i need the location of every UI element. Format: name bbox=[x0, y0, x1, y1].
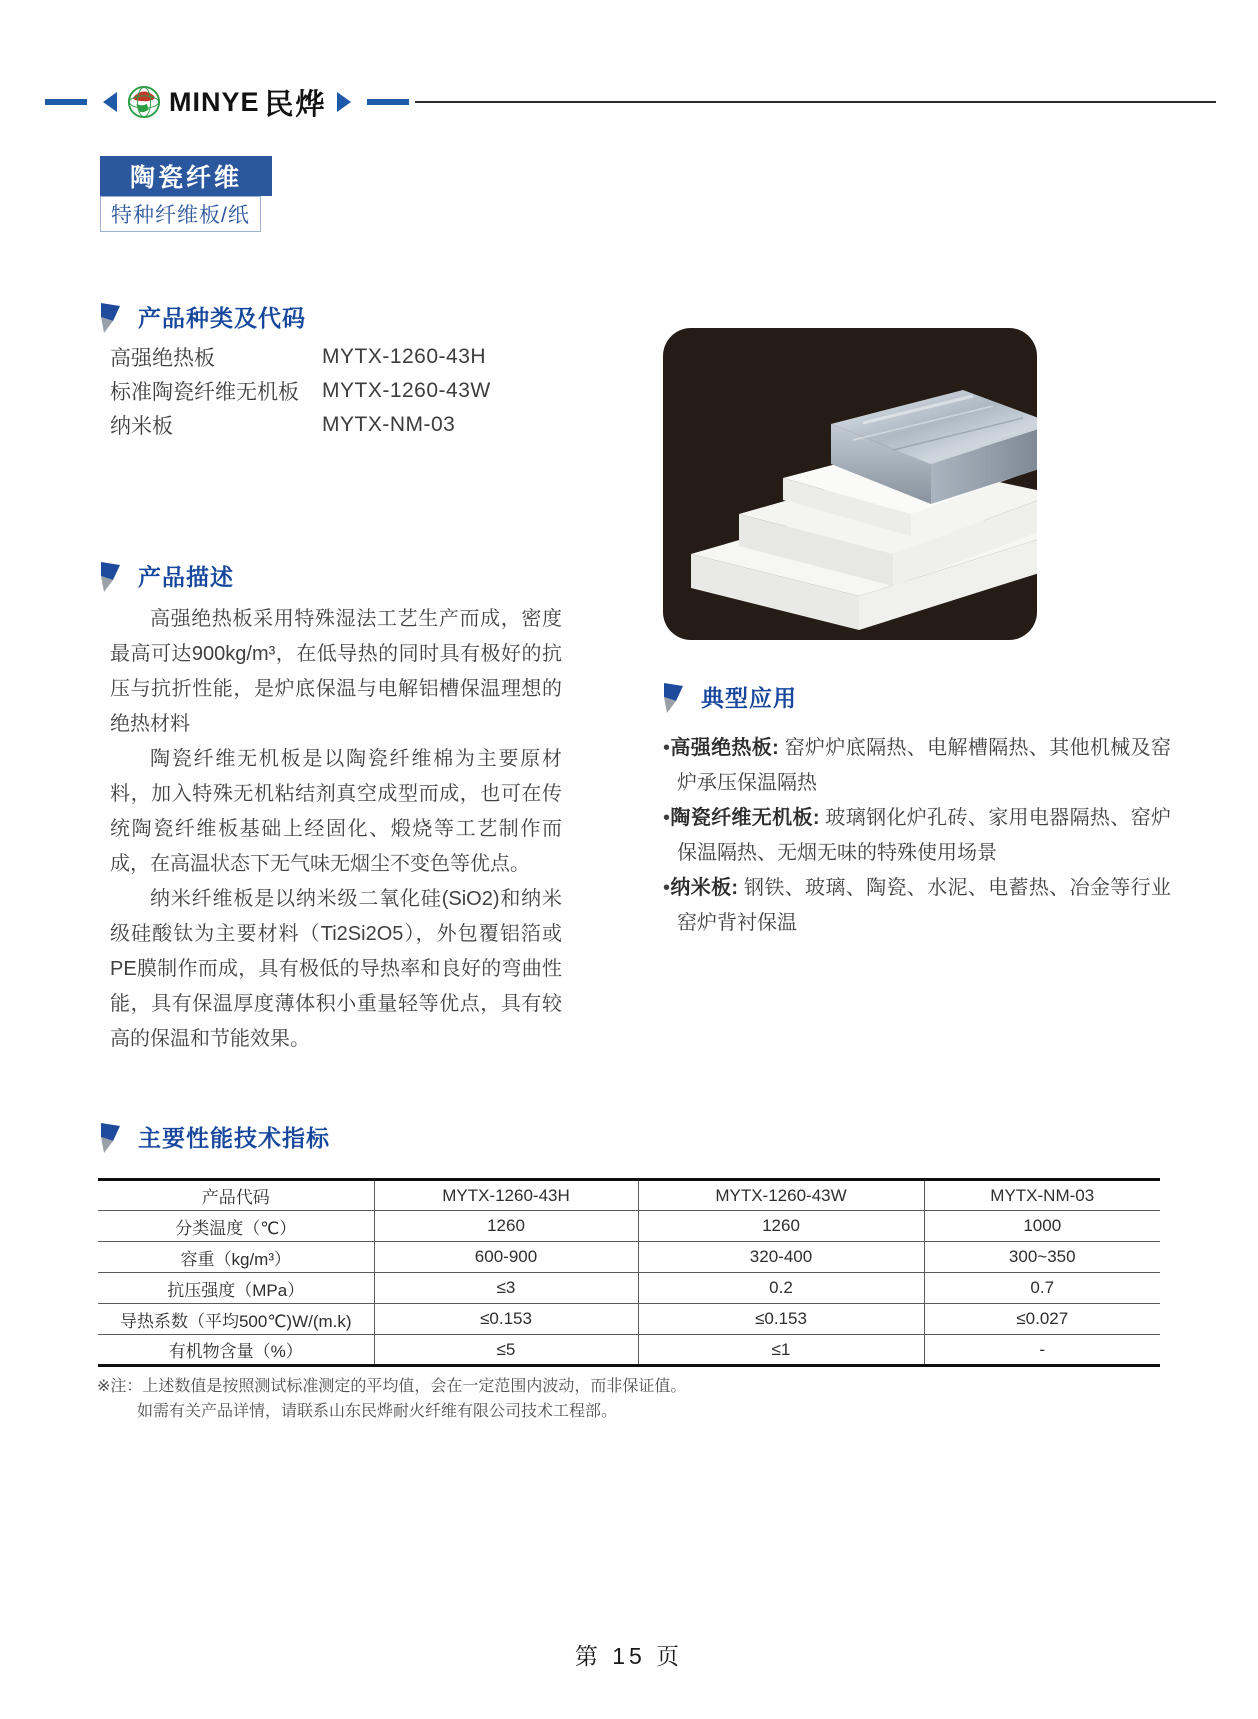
section-marker-icon bbox=[100, 303, 120, 338]
description-paragraph: 纳米纤维板是以纳米级二氧化硅(SiO2)和纳米级硅酸钛为主要材料（Ti2Si2O5），外包覆铝箔或PE膜制作而成，具有极低的导热率和良好的弯曲性能，具有保温厚度薄体积小重量轻等优点，具有较高的保温和节能效果。 bbox=[110, 888, 562, 1050]
brand-name-cn: 民烨 bbox=[264, 88, 327, 121]
spec-value: 320-400 bbox=[638, 1242, 924, 1273]
section-marker-icon bbox=[663, 683, 683, 718]
spec-label: 分类温度（℃） bbox=[98, 1211, 374, 1242]
note-line: ※注：上述数值是按照测试标准测定的平均值，会在一定范围内波动，而非保证值。 bbox=[97, 1378, 687, 1395]
table-row bbox=[98, 1242, 1160, 1273]
spec-label: 有机物含量（%） bbox=[168, 1342, 303, 1361]
section-marker-icon bbox=[100, 562, 120, 597]
application-text: 钢铁、玻璃、陶瓷、水泥、电蓄热、冶金等行业窑炉背衬保温 bbox=[677, 877, 1171, 934]
specs-table bbox=[98, 1178, 1160, 1367]
table-row bbox=[98, 1304, 1160, 1335]
table-row bbox=[98, 1180, 1160, 1211]
spec-value: ≤0.153 bbox=[638, 1304, 924, 1335]
application-text: 窑炉炉底隔热、电解槽隔热、其他机械及窑炉承压保温隔热 bbox=[677, 737, 1172, 794]
application-item bbox=[663, 871, 1171, 941]
spec-value: 1000 bbox=[924, 1211, 1160, 1242]
brand-name-en: MINYE bbox=[169, 86, 260, 117]
subcategory-badge: 特种纤维板/纸 bbox=[100, 196, 261, 232]
spec-label: 抗压强度（MPa） bbox=[98, 1273, 374, 1304]
spec-label: 容重（kg/m³） bbox=[98, 1242, 374, 1273]
table-notes bbox=[97, 1374, 686, 1424]
section-types-heading bbox=[100, 303, 306, 338]
product-type-row bbox=[110, 408, 491, 442]
table-row bbox=[98, 1211, 1160, 1242]
application-label: 陶瓷纤维无机板: bbox=[670, 807, 820, 829]
bullet-dot: • bbox=[663, 737, 671, 759]
product-type-name: 标准陶瓷纤维无机板 bbox=[110, 381, 299, 404]
left-dash-decoration bbox=[45, 99, 87, 105]
section-title: 产品种类及代码 bbox=[138, 305, 306, 331]
product-types-list bbox=[110, 340, 491, 442]
product-type-row bbox=[110, 374, 491, 408]
spec-value: ≤3 bbox=[374, 1273, 638, 1304]
header-rule-line bbox=[415, 101, 1216, 103]
spec-label: 导热系数（平均500℃)W/(m.k) bbox=[98, 1304, 374, 1335]
description-paragraph: 高强绝热板采用特殊湿法工艺生产而成，密度最高可达900kg/m³，在低导热的同时具有极好的抗压与抗折性能，是炉底保温与电解铝槽保温理想的绝热材料 bbox=[110, 608, 562, 735]
table-row bbox=[98, 1335, 1160, 1366]
note-line: 如需有关产品详情，请联系山东民烨耐火纤维有限公司技术工程部。 bbox=[137, 1403, 618, 1420]
bullet-dot: • bbox=[663, 877, 671, 899]
spec-value: ≤1 bbox=[638, 1335, 924, 1366]
application-item bbox=[663, 801, 1171, 871]
section-specs-heading bbox=[100, 1123, 330, 1158]
fiber-boards-photo bbox=[663, 328, 1037, 640]
section-title: 主要性能技术指标 bbox=[138, 1125, 330, 1151]
applications-list bbox=[663, 731, 1171, 941]
right-arrow-icon bbox=[337, 92, 351, 112]
spec-value: ≤0.027 bbox=[924, 1304, 1160, 1335]
right-dash-decoration bbox=[367, 99, 409, 105]
spec-value: ≤0.153 bbox=[374, 1304, 638, 1335]
section-title: 典型应用 bbox=[701, 685, 797, 711]
left-arrow-icon bbox=[103, 92, 117, 112]
product-type-name: 高强绝热板 bbox=[110, 347, 215, 370]
application-text: 玻璃钢化炉孔砖、家用电器隔热、窑炉保温隔热、无烟无味的特殊使用场景 bbox=[677, 807, 1172, 864]
brand-header bbox=[45, 84, 1216, 120]
spec-value: ≤5 bbox=[374, 1335, 638, 1366]
product-type-code: MYTX-1260-43H bbox=[322, 345, 487, 368]
spec-value: MYTX-1260-43H bbox=[374, 1180, 638, 1211]
application-item bbox=[663, 731, 1171, 801]
product-type-row bbox=[110, 340, 491, 374]
product-description bbox=[110, 602, 562, 1057]
spec-value: MYTX-1260-43W bbox=[638, 1180, 924, 1211]
table-row bbox=[98, 1273, 1160, 1304]
section-applications-heading bbox=[663, 683, 797, 718]
spec-value: 1260 bbox=[638, 1211, 924, 1242]
spec-value: 1260 bbox=[374, 1211, 638, 1242]
spec-value: 0.7 bbox=[924, 1273, 1160, 1304]
spec-value: 300~350 bbox=[924, 1242, 1160, 1273]
section-title: 产品描述 bbox=[138, 564, 234, 590]
product-type-code: MYTX-NM-03 bbox=[322, 413, 456, 436]
application-label: 纳米板: bbox=[670, 877, 739, 899]
spec-value: MYTX-NM-03 bbox=[924, 1180, 1160, 1211]
page-number: 第 15 页 bbox=[574, 1643, 684, 1669]
description-paragraph: 陶瓷纤维无机板是以陶瓷纤维棉为主要原材料，加入特殊无机粘结剂真空成型而成，也可在传统陶瓷纤维板基础上经固化、煅烧等工艺制作而成，在高温状态下无气味无烟尘不变色等优点。 bbox=[110, 748, 562, 875]
product-type-code: MYTX-1260-43W bbox=[322, 379, 491, 402]
section-marker-icon bbox=[100, 1123, 120, 1158]
globe-icon bbox=[127, 85, 161, 119]
bullet-dot: • bbox=[663, 807, 671, 829]
spec-value: 0.2 bbox=[638, 1273, 924, 1304]
application-label: 高强绝热板: bbox=[670, 737, 779, 759]
spec-value: - bbox=[924, 1335, 1160, 1366]
spec-value: 600-900 bbox=[374, 1242, 638, 1273]
category-badge: 陶瓷纤维 bbox=[100, 156, 272, 196]
spec-label: 产品代码 bbox=[98, 1180, 374, 1211]
product-type-name: 纳米板 bbox=[110, 415, 173, 438]
section-description-heading bbox=[100, 562, 234, 597]
